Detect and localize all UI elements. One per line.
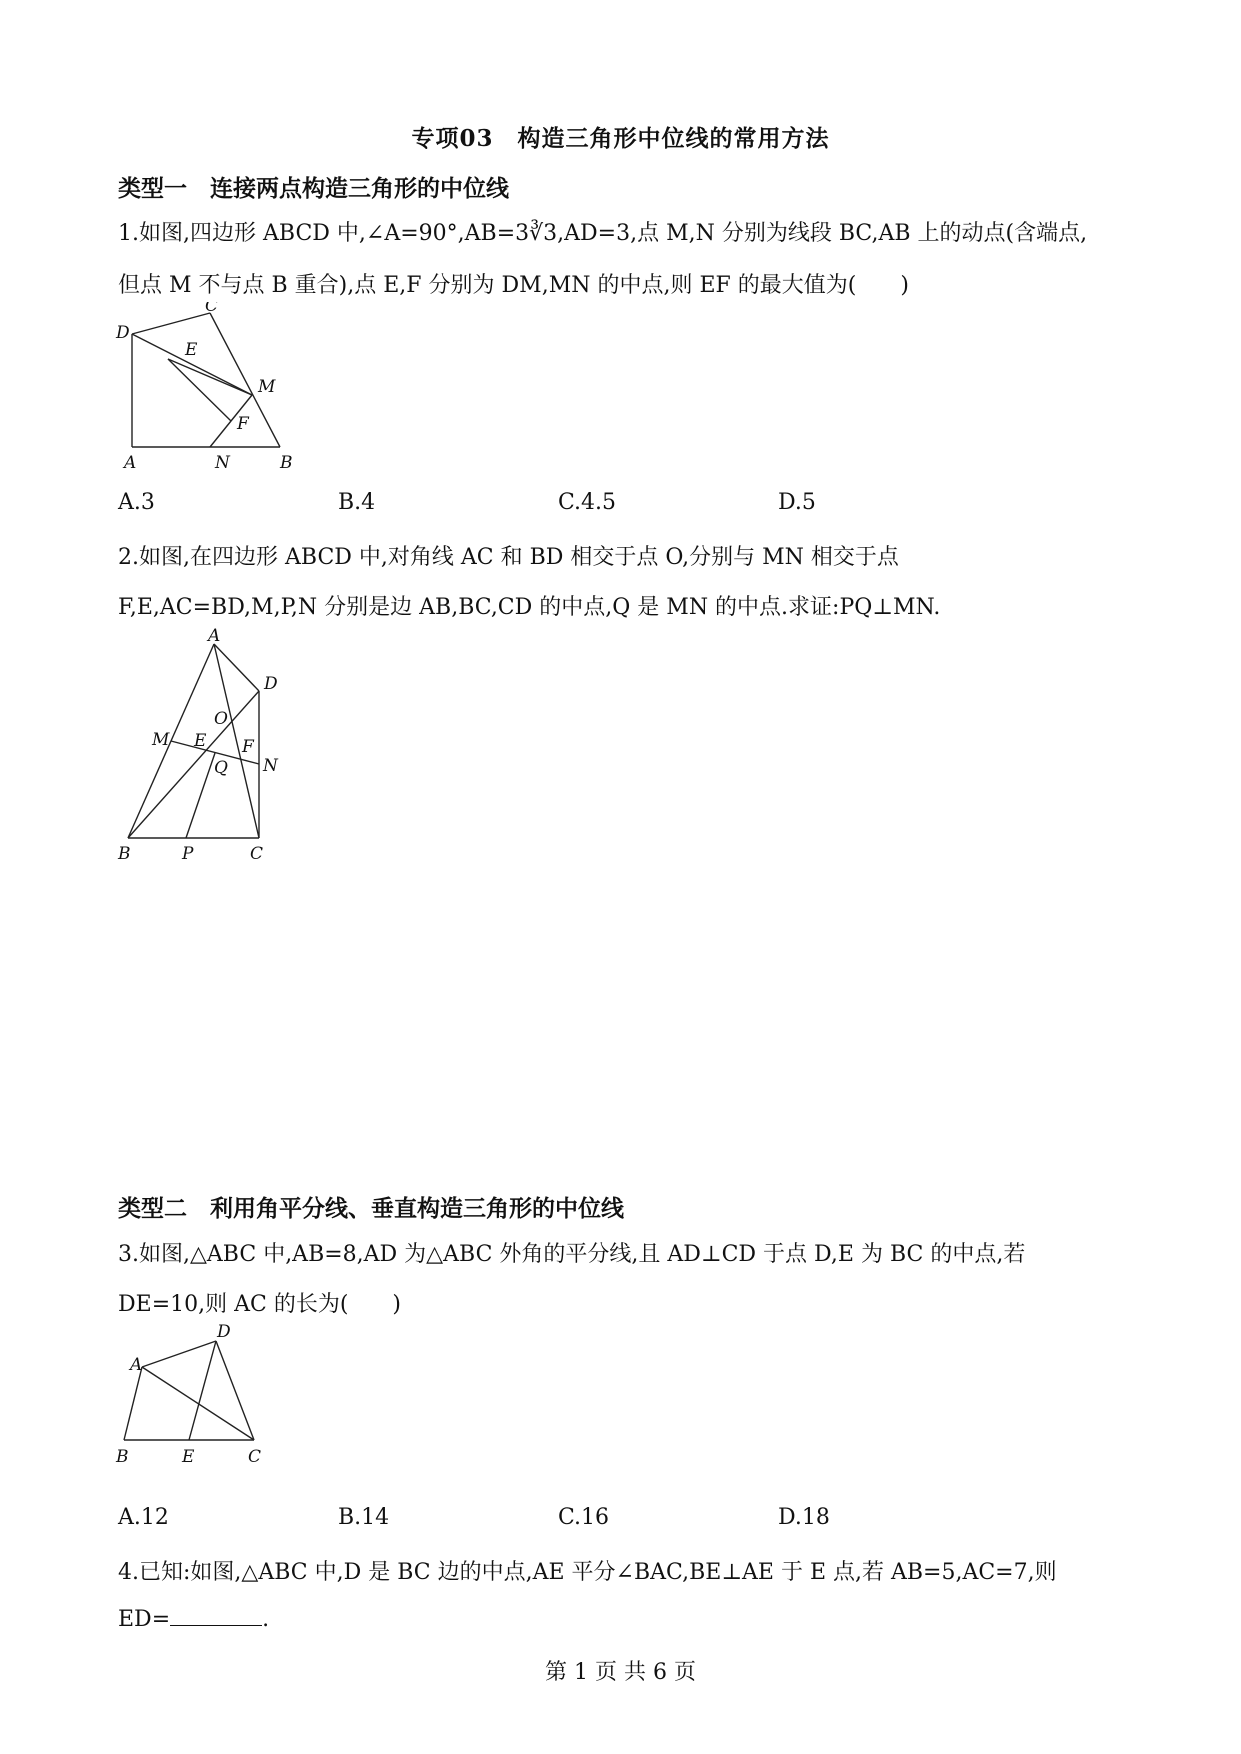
q1-label-A: A xyxy=(124,453,137,473)
q1-label-N: N xyxy=(215,453,230,473)
q1-label-E: E xyxy=(185,340,198,360)
q3-text-line2: DE=10,则 AC 的长为( ) xyxy=(118,1292,401,1317)
q3-option-a: A.12 xyxy=(118,1505,169,1530)
q3-label-C: C xyxy=(248,1447,262,1467)
q4-answer-prefix: ED= xyxy=(118,1607,171,1632)
q4-text-line1: 4.已知:如图,△ABC 中,D 是 BC 边的中点,AE 平分∠BAC,BE⊥AE 于 E 点,若 AB=5,AC=7,则 xyxy=(118,1560,1057,1585)
q3-label-A: A xyxy=(130,1355,143,1375)
q1-option-b: B.4 xyxy=(338,490,376,515)
section-heading-type1: 类型一 连接两点构造三角形的中位线 xyxy=(118,175,509,202)
q4-answer-suffix: . xyxy=(262,1607,270,1632)
q3-option-c: C.16 xyxy=(558,1505,610,1530)
q2-label-E: E xyxy=(194,731,207,751)
q2-label-C: C xyxy=(250,844,264,864)
q3-label-E: E xyxy=(182,1447,195,1467)
q2-label-D: D xyxy=(264,674,278,694)
q1-label-F: F xyxy=(237,414,249,434)
q2-label-Q: Q xyxy=(214,758,228,778)
q2-figure xyxy=(110,627,290,871)
q1-option-c: C.4.5 xyxy=(558,490,617,515)
q1-option-d: D.5 xyxy=(778,490,816,515)
q3-option-b: B.14 xyxy=(338,1505,390,1530)
q2-text-line2: F,E,AC=BD,M,P,N 分别是边 AB,BC,CD 的中点,Q 是 MN 的中点.求证:PQ⊥MN. xyxy=(118,595,941,620)
q2-label-N: N xyxy=(263,756,278,776)
q1-label-B: B xyxy=(280,453,293,473)
q1-text-line1: 1.如图,四边形 ABCD 中,∠A=90°,AB=3∛3,AD=3,点 M,N 分别为线段 BC,AB 上的动点(含端点, xyxy=(118,221,1088,246)
q1-text-line2: 但点 M 不与点 B 重合),点 E,F 分别为 DM,MN 的中点,则 EF 的最大值为( ) xyxy=(118,273,909,298)
q1-label-D: D xyxy=(116,323,130,343)
q1-label-M: M xyxy=(258,377,276,397)
q2-label-P: P xyxy=(182,844,194,864)
q2-label-B: B xyxy=(118,844,131,864)
q3-text-line1: 3.如图,△ABC 中,AB=8,AD 为△ABC 外角的平分线,且 AD⊥CD 于点 D,E 为 BC 的中点,若 xyxy=(118,1242,1026,1267)
q3-option-d: D.18 xyxy=(778,1505,830,1530)
q2-label-O: O xyxy=(214,709,228,729)
q1-figure xyxy=(110,302,310,481)
q2-label-F: F xyxy=(242,737,254,757)
page-title: 专项03 构造三角形中位线的常用方法 xyxy=(411,125,830,152)
q2-label-A: A xyxy=(208,627,221,646)
q2-label-M: M xyxy=(152,730,170,750)
q1-option-a: A.3 xyxy=(118,490,155,515)
section-heading-type2: 类型二 利用角平分线、垂直构造三角形的中位线 xyxy=(118,1195,624,1222)
q3-figure xyxy=(110,1322,270,1471)
q2-text-line1: 2.如图,在四边形 ABCD 中,对角线 AC 和 BD 相交于点 O,分别与 MN 相交于点 xyxy=(118,545,899,570)
q3-label-D: D xyxy=(217,1322,231,1342)
page-footer: 第 1 页 共 6 页 xyxy=(545,1660,696,1685)
q1-label-C: C xyxy=(205,302,219,316)
q4-text-line2 xyxy=(118,1605,269,1632)
q3-label-B: B xyxy=(116,1447,129,1467)
q4-answer-blank[interactable] xyxy=(170,1605,262,1626)
